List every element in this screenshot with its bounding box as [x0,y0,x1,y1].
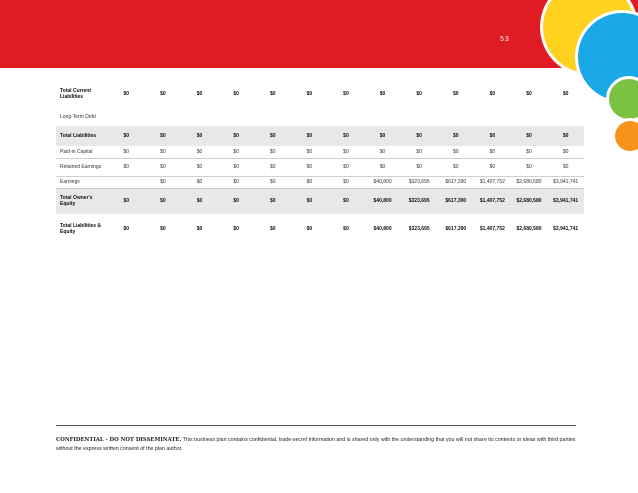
table-row-retained-earnings [56,158,584,176]
table-cell: $0 [254,126,291,146]
table-cell: $0 [123,226,130,232]
table-cell: $0 [218,146,255,158]
table-row-total-liabilities-and-equity [56,214,584,244]
table-cell: $0 [306,226,313,232]
table-cell: $0 [306,91,313,97]
table-cell: $0 [401,146,438,158]
row-label: Paid-in Capital [56,146,108,158]
table-cell: $0 [233,226,239,232]
table-cell: $0 [364,146,401,158]
table-cell: $0 [416,91,422,97]
table-cell: $0 [328,146,365,158]
table-cell: $0 [254,176,291,188]
row-label: Earnings [56,176,108,188]
table-cell: $0 [474,126,511,146]
table-cell [437,108,474,126]
table-row-paid-in-capital [56,146,584,158]
table-cell [291,108,328,126]
table-row-long-term-debt [56,108,584,126]
table-cell: $1,407,752 [479,226,505,232]
table-cell: $0 [437,146,474,158]
table-cell: $0 [218,188,255,214]
table-cell: $0 [108,146,145,158]
table-cell: $0 [511,146,548,158]
table-cell: $0 [291,146,328,158]
table-cell: $2,680,580 [511,188,548,214]
table-cell: $617,390 [437,176,474,188]
table-cell: $0 [562,91,569,97]
table-cell: $0 [343,91,349,97]
table-cell: $0 [328,126,365,146]
table-cell: $0 [489,91,496,97]
table-cell: $0 [145,126,182,146]
table-cell: $0 [160,226,166,232]
table-cell: $0 [328,188,365,214]
table-cell: $0 [181,126,218,146]
table-cell: $0 [181,176,218,188]
table-cell: $0 [328,158,365,176]
table-cell: $0 [547,146,584,158]
table-cell: $0 [401,158,438,176]
decorative-green-circle [606,76,638,122]
table-cell: $1,407,752 [474,188,511,214]
table-cell [218,108,255,126]
table-cell: $0 [254,158,291,176]
table-cell [108,176,145,188]
table-cell: $0 [474,146,511,158]
table-cell: $0 [108,126,145,146]
table-cell: $0 [181,146,218,158]
page-number: 53 [500,36,510,43]
table-cell [181,108,218,126]
table-cell: $0 [269,91,276,97]
table-cell: $0 [437,158,474,176]
table-cell [474,108,511,126]
table-cell: $0 [145,146,182,158]
row-label: Long-Term Debt [60,114,96,120]
table-cell: $0 [453,91,459,97]
table-cell: $0 [108,158,145,176]
table-cell: $3,941,741 [553,226,579,232]
table-cell [401,108,438,126]
table-cell: $0 [181,188,218,214]
table-cell: $0 [291,176,328,188]
confidentiality-notice [56,436,588,454]
table-cell: $0 [123,91,130,97]
table-cell: $617,390 [445,226,467,232]
table-cell: $2,680,580 [511,176,548,188]
table-cell: $0 [291,188,328,214]
table-cell: $0 [145,176,182,188]
table-cell: $0 [291,158,328,176]
table-row-total-owners-equity [56,188,584,214]
table-cell [254,108,291,126]
row-label: Total Owner's Equity [56,188,108,214]
table-cell: $0 [218,176,255,188]
table-cell: $0 [269,226,276,232]
balance-sheet-table [56,80,584,244]
table-cell: $0 [328,176,365,188]
table-cell [511,108,548,126]
table-cell: $0 [218,158,255,176]
table-row-total-current-liabilities [56,80,584,108]
table-cell: $0 [437,126,474,146]
table-cell: $0 [364,158,401,176]
table-cell: $0 [364,126,401,146]
table-row-earnings [56,176,584,188]
row-label: Total Liabilities [56,126,108,146]
table-cell: $0 [547,126,584,146]
table-row-total-liabilities [56,126,584,146]
table-cell: $323,695 [408,226,430,232]
table-cell: $40,800 [364,176,401,188]
table-cell [108,108,145,126]
table-cell: $0 [526,91,532,97]
table-cell: $0 [145,188,182,214]
table-cell [364,108,401,126]
table-cell: $617,390 [437,188,474,214]
table-cell: $0 [343,226,349,232]
row-label: Total Current Liabilities [60,88,92,100]
table-cell: $40,800 [373,226,392,232]
table-cell: $0 [547,158,584,176]
decorative-orange-circle [612,118,638,154]
table-cell: $0 [181,158,218,176]
confidential-label: CONFIDENTIAL - DO NOT DISSEMINATE. [56,437,182,443]
table-cell: $0 [511,158,548,176]
table-cell: $0 [160,91,166,97]
table-cell: $323,695 [401,176,438,188]
footer-divider [56,425,576,426]
table-cell: $0 [254,188,291,214]
row-label: Retained Earnings [56,158,108,176]
confidential-text: This business plan contains confidential, trade-secret information and is shared only with the understanding that you will not share its contents or ideas with third parties without the express written consent of the plan author. [56,437,576,452]
table-cell: $3,941,741 [547,188,584,214]
table-cell [547,108,584,126]
table-cell: $1,407,752 [474,176,511,188]
table-cell: $0 [196,91,203,97]
table-cell: $2,680,580 [516,226,542,232]
table-cell [328,108,365,126]
table-cell: $0 [196,226,203,232]
table-cell: $0 [254,146,291,158]
table-cell: $40,800 [364,188,401,214]
table-cell: $0 [511,126,548,146]
table-cell: $0 [379,91,386,97]
table-cell [145,108,182,126]
table-cell: $0 [233,91,239,97]
table-cell: $0 [108,188,145,214]
table-cell: $0 [401,126,438,146]
table-cell: $323,695 [401,188,438,214]
table-cell: $0 [474,158,511,176]
row-label: Total Liabilities & Equity [60,223,102,235]
table-cell: $3,941,741 [547,176,584,188]
table-cell: $0 [291,126,328,146]
table-cell: $0 [145,158,182,176]
table-cell: $0 [218,126,255,146]
